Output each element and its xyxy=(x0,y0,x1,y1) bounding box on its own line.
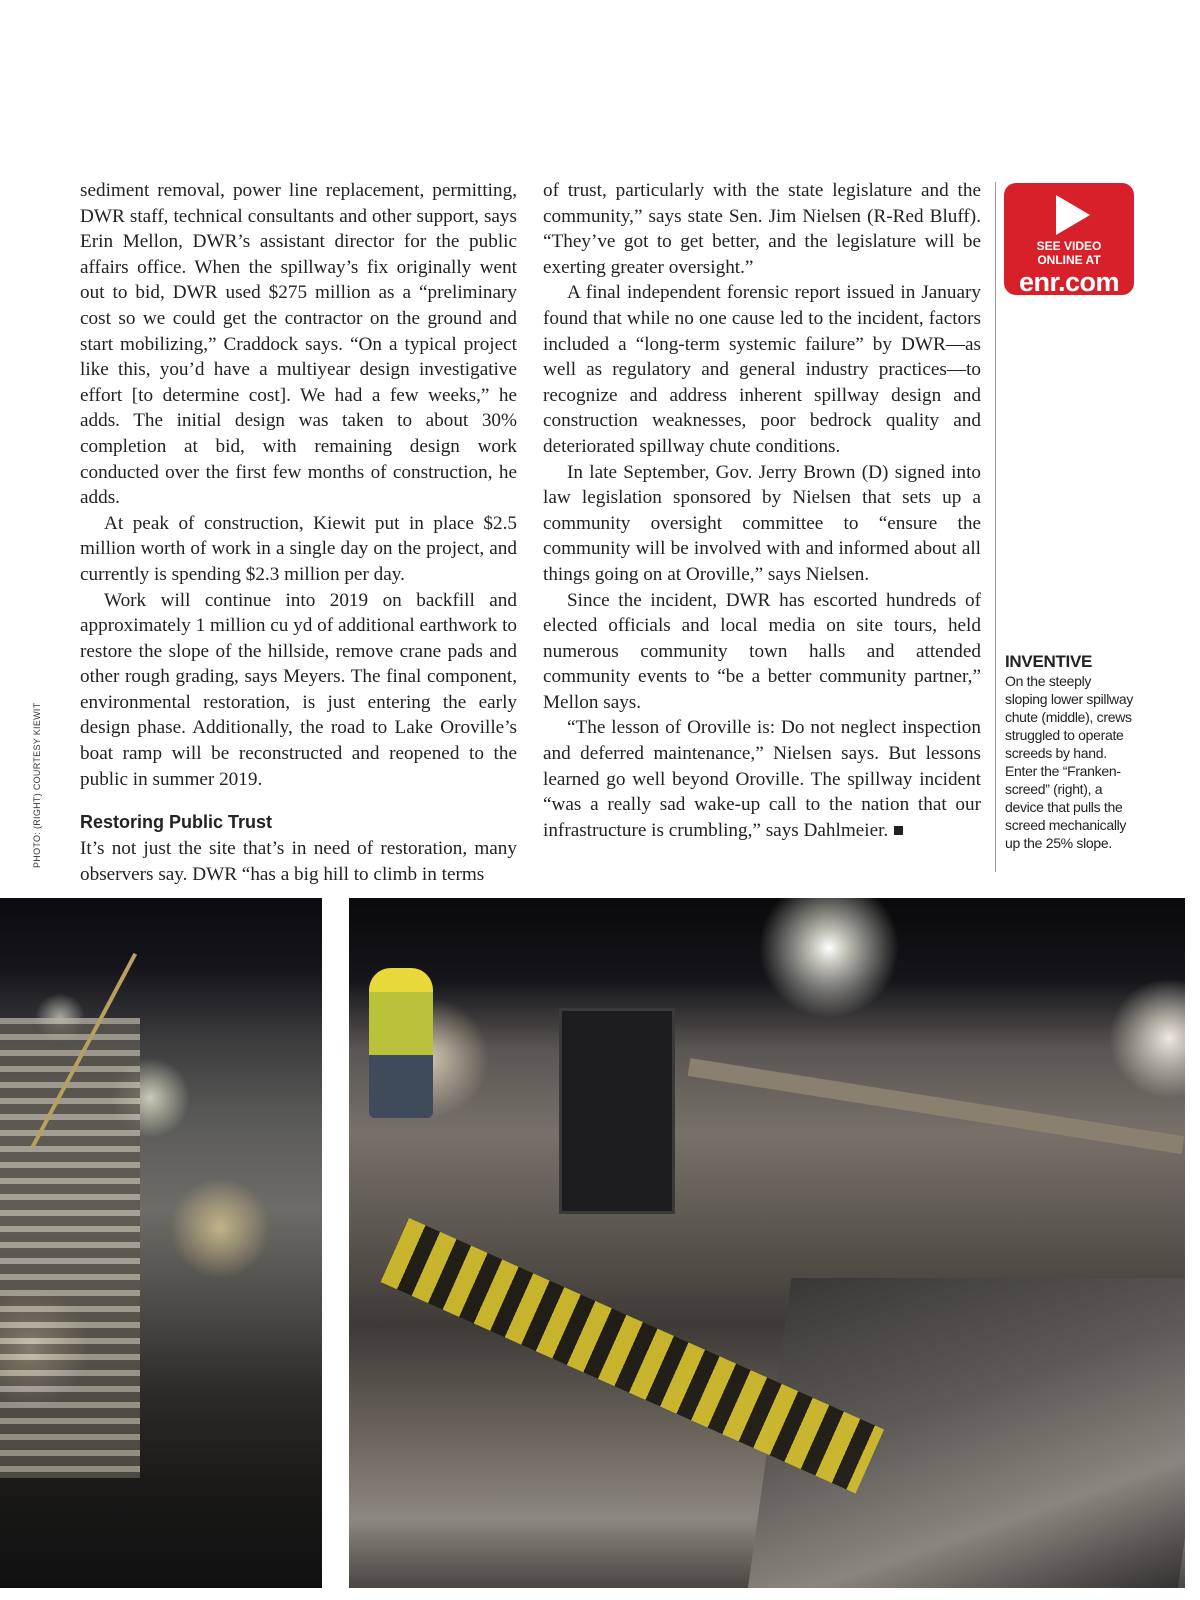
article-column-1 xyxy=(80,178,517,887)
section-subhead: Restoring Public Trust xyxy=(80,812,273,833)
paragraph: It’s not just the site that’s in need of restoration, many observers say. DWR “has a big hill to climb in terms xyxy=(80,838,517,885)
video-badge-site: enr.com xyxy=(1018,267,1120,297)
caption-body: On the steeply sloping lower spillway chute (middle), crews struggled to operate screeds by hand. Enter the “Franken-screed” (right), a device that pulls the screed mechanically up the 25% slope. xyxy=(1005,673,1134,851)
photo-caption xyxy=(1005,652,1133,852)
photo-franken-screed xyxy=(349,898,1185,1588)
paragraph: At peak of construction, Kiewit put in place $2.5 million worth of work in a single day on the project, and currently is spending $2.3 million per day. xyxy=(80,512,517,585)
photo-credit: PHOTO: (RIGHT) COURTESY KIEWIT xyxy=(32,702,42,868)
end-square-icon xyxy=(894,826,903,835)
paragraph-last xyxy=(543,715,981,843)
paragraph: In late September, Gov. Jerry Brown (D) signed into law legislation sponsored by Nielsen that sets up a community oversight committee to “ensure the community will be involved with and informed about all things going on at Oroville,” says Nielsen. xyxy=(543,461,981,585)
caption-title: INVENTIVE xyxy=(1005,652,1093,671)
article-column-2 xyxy=(543,178,981,843)
video-badge-line2: ONLINE AT xyxy=(1037,253,1101,267)
paragraph: of trust, particularly with the state legislature and the community,” says state Sen. Jim Nielsen (R-Red Bluff). “They’ve got to get better, and the legislature will be exerting greater oversight.” xyxy=(543,180,981,278)
photo-detail-screed-machine xyxy=(559,1008,675,1214)
video-link-badge[interactable] xyxy=(1004,183,1134,295)
paragraph: sediment removal, power line replacement, permitting, DWR staff, technical consultants and other support, says Erin Mellon, DWR’s assistant director for the public affairs office. When the spillway’s fix originally went out to bid, DWR used $275 million as a “preliminary cost so we could get the contractor on the ground and start mobilizing,” Craddock says. “On a typical project like this, you’d have a multiyear design investigative effort [to determine cost]. We had a few weeks,” he adds. The initial design was taken to about 30% completion at bid, with remaining design work conducted over the first few months of construction, he adds. xyxy=(80,180,517,509)
photo-detail-screed-beam xyxy=(688,1058,1185,1154)
paragraph: A final independent forensic report issued in January found that while no one cause led to the incident, factors included a “long-term systemic failure” by DWR—as well as regulatory and general industry practices—to recognize and address inherent spillway design and construction weaknesses, poor bedrock quality and deteriorated spillway chute conditions. xyxy=(543,282,981,457)
paragraph: Work will continue into 2019 on backfill and approximately 1 million cu yd of additional earthwork to restore the slope of the hillside, remove crane pads and other rough grading, says Meyers. The final component, environmental restoration, is just entering the early design phase. Additionally, the road to Lake Oroville’s boat ramp will be reconstructed and reopened to the public in summer 2019. xyxy=(80,589,517,790)
paragraph: Since the incident, DWR has escorted hundreds of elected officials and local media on site tours, held numerous community town halls and attended community events to “be a better community partner,” Mellon says. xyxy=(543,589,981,713)
video-badge-line1: SEE VIDEO xyxy=(1036,239,1102,253)
play-icon xyxy=(1056,195,1090,235)
photo-spillway-chute-night xyxy=(0,898,322,1588)
photo-detail-chute-wall xyxy=(0,1018,140,1478)
photo-detail-worker xyxy=(369,968,433,1118)
sidebar-divider xyxy=(995,182,996,872)
paragraph-text: “The lesson of Oroville is: Do not neglect inspection and deferred maintenance,” Nielsen says. But lessons learned go well beyond Oroville. The spillway incident “was a really sad wake-up call to the nation that our infrastructure is crumbling,” says Dahlmeier. xyxy=(543,717,981,841)
